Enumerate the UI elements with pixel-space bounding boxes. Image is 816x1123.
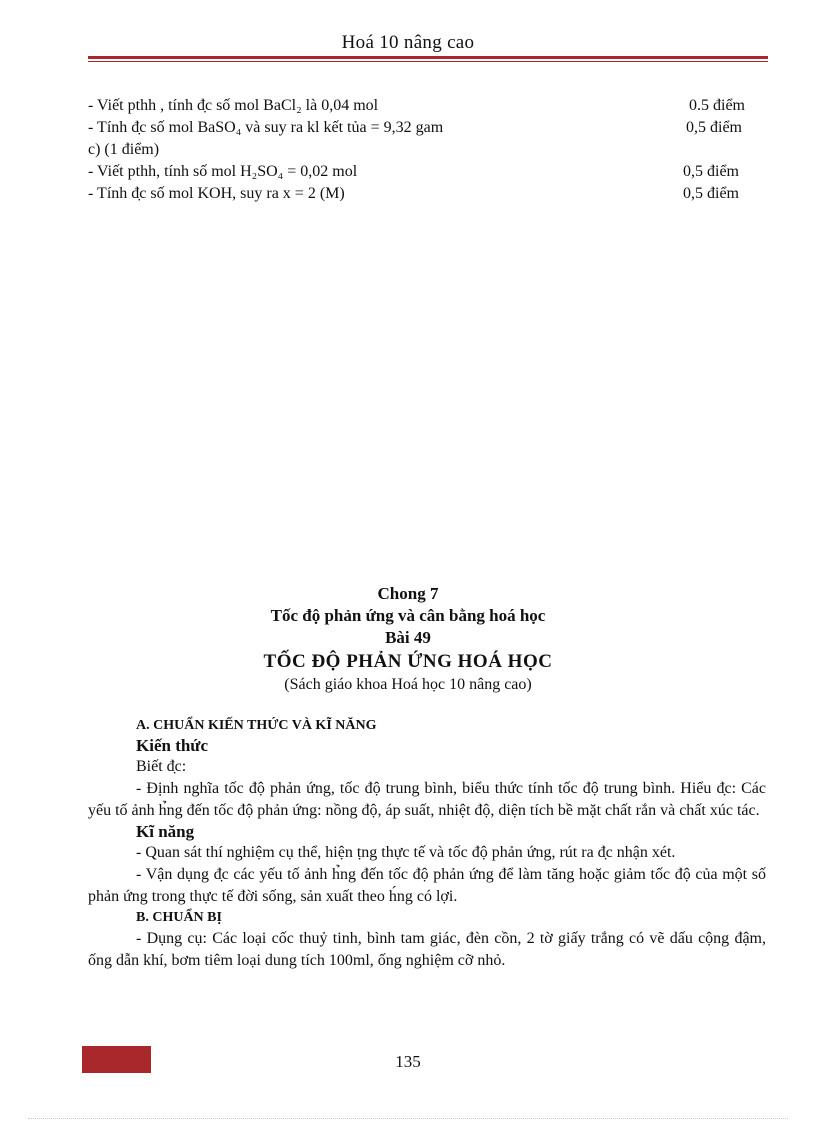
answer-text: c) (1 điểm) bbox=[88, 141, 160, 158]
page-number: 135 bbox=[395, 1052, 421, 1071]
answer-row bbox=[88, 161, 768, 183]
answer-text: - Tính đ̣c số mol KOH, suy ra x = 2 (M) bbox=[88, 185, 345, 202]
knowledge-heading: Kiến thức bbox=[136, 736, 209, 755]
answer-row bbox=[88, 117, 768, 139]
skills-paragraph: - Quan sát thí nghiệm cụ thể, hiện ṭng thực tế và tốc độ phản ứng, rút ra đ̣c nhận xét. bbox=[136, 844, 676, 861]
answer-points: 0.5 điểm bbox=[689, 97, 745, 114]
chapter-label: Chong 7 bbox=[377, 584, 439, 603]
chapter-title: Tốc độ phản ứng và cân bằng hoá học bbox=[270, 606, 546, 625]
lesson-body bbox=[88, 716, 766, 972]
running-header: Hoá 10 nâng cao bbox=[341, 32, 475, 53]
lesson-source: (Sách giáo khoa Hoá học 10 nâng cao) bbox=[284, 676, 532, 693]
prep-paragraph: - Dụng cụ: Các loại cốc thuỷ tinh, bình tam giác, đèn cồn, 2 tờ giấy trắng có vẽ dấu cộng đậm, ống dẫn khí, bơm tiêm loại dung tích 100ml, ống nghiệm cỡ nhỏ. bbox=[88, 930, 766, 969]
answer-points: 0,5 điểm bbox=[683, 163, 739, 180]
answer-points: 0,5 điểm bbox=[686, 119, 742, 136]
answer-text: - Viết pthh , tính đ̣c số mol BaCl₂ là 0,04 mol bbox=[88, 97, 379, 114]
skills-paragraph: - Vận dụng đ̣c các yếu tố ảnh h̉ng đến tốc độ phản ứng để làm tăng hoặc giảm tốc độ của một số phản ứng trong thực tế đời sống, sản xuất theo h́ng có lợi. bbox=[88, 866, 766, 905]
answer-row bbox=[88, 183, 768, 205]
answer-text: - Viết pthh, tính số mol H₂SO₄ = 0,02 mol bbox=[88, 163, 358, 180]
answer-row bbox=[88, 139, 768, 161]
knowledge-paragraph: - Định nghĩa tốc độ phản ứng, tốc độ trung bình, biểu thức tính tốc độ trung bình. Hiểu đ̣c: Các yếu tố ảnh h̉ng đến tốc độ phản ứng: nồng độ, áp suất, nhiệt độ, diện tích bề mặt chất rắn và chất xúc tác. bbox=[88, 780, 766, 819]
knowledge-intro: Biết đ̣c: bbox=[136, 758, 187, 775]
section-a-heading: A. CHUẨN KIẾN THỨC VÀ KĨ NĂNG bbox=[136, 718, 377, 733]
lesson-title: TỐC ĐỘ PHẢN ỨNG HOÁ HỌC bbox=[263, 651, 553, 672]
answer-points: 0,5 điểm bbox=[683, 185, 739, 202]
header-rule-thin bbox=[88, 61, 768, 62]
answer-text: - Tính đ̣c số mol BaSO₄ và suy ra kl kết tủa = 9,32 gam bbox=[88, 119, 444, 136]
answer-row bbox=[88, 95, 768, 117]
lesson-number: Bài 49 bbox=[385, 628, 431, 647]
skills-heading: Kĩ năng bbox=[136, 822, 195, 841]
chapter-heading bbox=[0, 583, 816, 695]
footer-divider bbox=[28, 1118, 788, 1119]
section-b-heading: B. CHUẨN BỊ bbox=[136, 910, 222, 925]
answer-key bbox=[88, 95, 768, 205]
header-rule bbox=[88, 56, 768, 59]
